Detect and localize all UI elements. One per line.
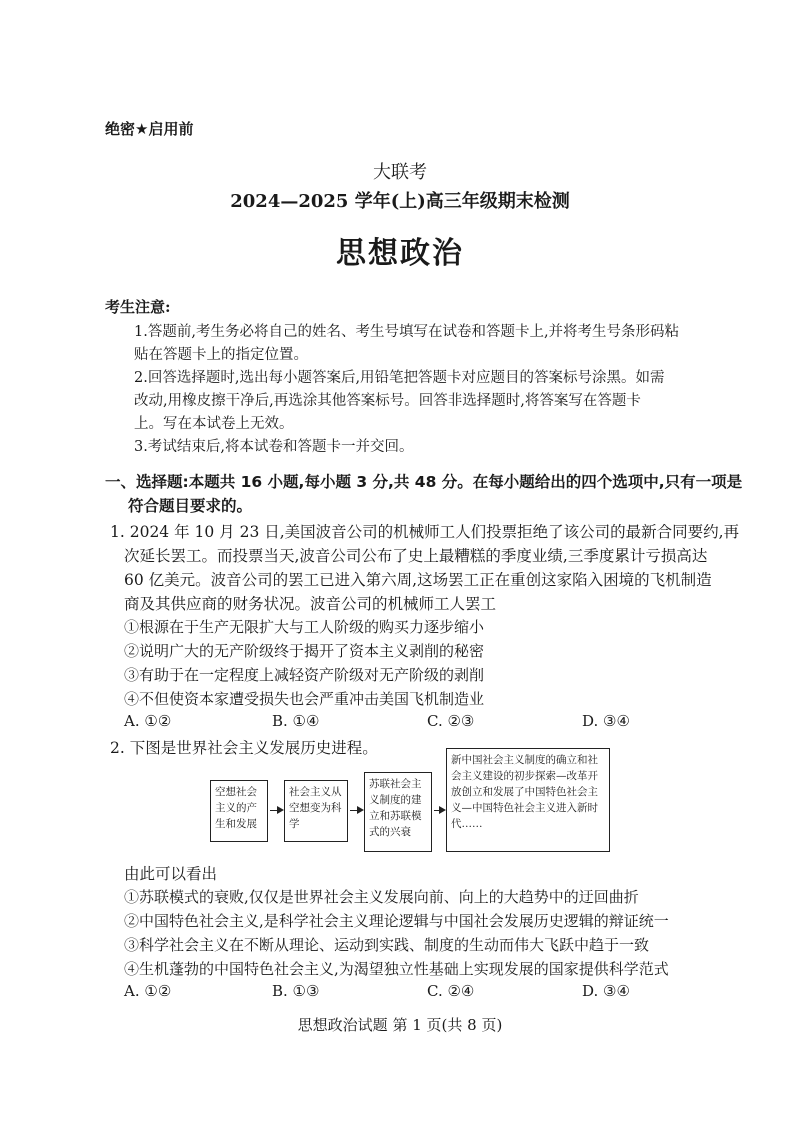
question-1-choice-c: C. ②③ — [427, 712, 475, 730]
question-1-choice-b: B. ①④ — [272, 712, 320, 730]
flow-arrow — [350, 810, 362, 811]
question-1-stem: 60 亿美元。波音公司的罢工已进入第六周,这场罢工正在重创这家陷入困境的飞机制造 — [124, 571, 712, 589]
history-flow-diagram — [210, 748, 610, 858]
notice-item: 上。写在本试卷上无效。 — [134, 416, 294, 432]
question-1-choice-a: A. ①② — [124, 712, 172, 730]
flow-box-soviet-model: 苏联社会主义制度的建立和苏联模式的兴衰 — [364, 772, 432, 852]
exam-subtitle: 2024—2025 学年(上)高三年级期末检测 — [230, 191, 570, 212]
question-2-lead: 由此可以看出 — [124, 865, 218, 883]
question-2-choice-b: B. ①③ — [272, 982, 320, 1000]
question-2-option: ④生机蓬勃的中国特色社会主义,为渴望独立性基础上实现发展的国家提供科学范式 — [124, 960, 669, 978]
question-1-stem: 商及其供应商的财务状况。波音公司的机械师工人罢工 — [124, 595, 497, 613]
question-1-option: ②说明广大的无产阶级终于揭开了资本主义剥削的秘密 — [124, 642, 485, 660]
notice-item: 1.答题前,考生务必将自己的姓名、考生号填写在试卷和答题卡上,并将考生号条形码粘 — [134, 324, 680, 340]
exam-name: 大联考 — [373, 162, 427, 183]
notice-item: 贴在答题卡上的指定位置。 — [134, 347, 308, 363]
section-heading: 一、选择题:本题共 16 小题,每小题 3 分,共 48 分。在每小题给出的四个选项中,只有一项是 — [105, 473, 743, 491]
flow-arrow — [434, 810, 444, 811]
question-1-option: ①根源在于生产无限扩大与工人阶级的购买力逐步缩小 — [124, 618, 485, 636]
question-1-stem: 次延长罢工。而投票当天,波音公司公布了史上最糟糕的季度业绩,三季度累计亏损高达 — [124, 547, 708, 565]
subject-title: 思想政治 — [336, 236, 464, 271]
question-2-choice-d: D. ③④ — [582, 982, 630, 1000]
flow-box-scientific-socialism: 社会主义从空想变为科学 — [284, 780, 348, 842]
flow-box-chinese-socialism: 新中国社会主义制度的确立和社会主义建设的初步探索—改革开放创立和发展了中国特色社会主义—中国特色社会主义进入新时代…… — [446, 748, 610, 852]
question-1-option: ④不但使资本家遭受损失也会严重冲击美国飞机制造业 — [124, 690, 485, 708]
question-2-option: ②中国特色社会主义,是科学社会主义理论逻辑与中国社会发展历史逻辑的辩证统一 — [124, 912, 669, 930]
question-1-option: ③有助于在一定程度上减轻资产阶级对无产阶级的剥削 — [124, 666, 485, 684]
classification-label: 绝密★启用前 — [105, 120, 194, 138]
question-2-stem: 2. 下图是世界社会主义发展历史进程。 — [110, 739, 378, 757]
section-heading-cont: 符合题目要求的。 — [128, 497, 253, 515]
notice-item: 改动,用橡皮擦干净后,再选涂其他答案标号。回答非选择题时,将答案写在答题卡 — [134, 393, 641, 409]
notice-item: 2.回答选择题时,选出每小题答案后,用铅笔把答题卡对应题目的答案标号涂黑。如需 — [134, 370, 665, 386]
question-1-stem: 1. 2024 年 10 月 23 日,美国波音公司的机械师工人们投票拒绝了该公司的最新合同要约,再 — [110, 523, 740, 541]
question-1-choice-d: D. ③④ — [582, 712, 630, 730]
notice-item: 3.考试结束后,将本试卷和答题卡一并交回。 — [134, 439, 414, 455]
notice-title: 考生注意: — [105, 298, 171, 316]
page-footer: 思想政治试题 第 1 页(共 8 页) — [297, 1016, 503, 1034]
flow-arrow — [270, 810, 282, 811]
question-2-option: ③科学社会主义在不断从理论、运动到实践、制度的生动而伟大飞跃中趋于一致 — [124, 936, 650, 954]
flow-box-utopian-socialism: 空想社会主义的产生和发展 — [210, 780, 268, 842]
question-2-choice-a: A. ①② — [124, 982, 172, 1000]
question-2-option: ①苏联模式的衰败,仅仅是世界社会主义发展向前、向上的大趋势中的迂回曲折 — [124, 888, 639, 906]
question-2-choice-c: C. ②④ — [427, 982, 475, 1000]
